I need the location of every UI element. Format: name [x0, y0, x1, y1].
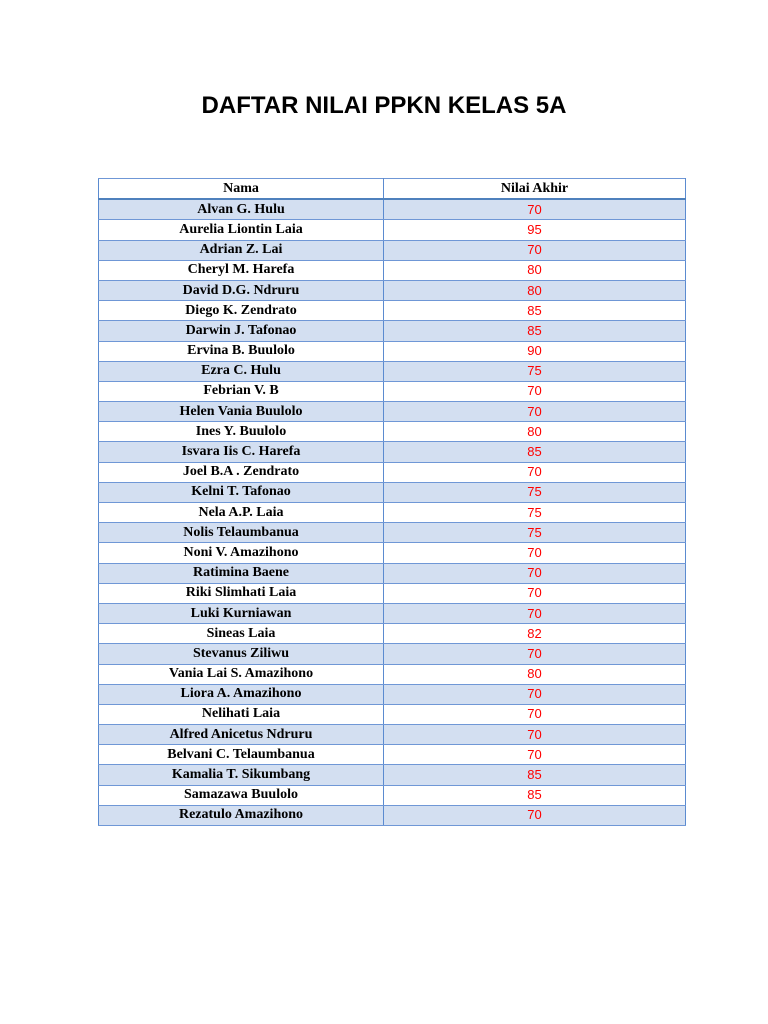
table-row [99, 482, 686, 502]
final-score-cell: 80 [384, 664, 686, 684]
student-name-cell: Kelni T. Tafonao [99, 482, 384, 502]
table-row [99, 422, 686, 442]
final-score-cell: 70 [384, 402, 686, 422]
grades-table [98, 178, 686, 826]
table-row [99, 361, 686, 381]
table-row [99, 644, 686, 664]
student-name-cell: Adrian Z. Lai [99, 240, 384, 260]
final-score-cell: 70 [384, 684, 686, 704]
student-name-cell: Vania Lai S. Amazihono [99, 664, 384, 684]
table-row [99, 442, 686, 462]
student-name-cell: Ezra C. Hulu [99, 361, 384, 381]
final-score-cell: 70 [384, 704, 686, 724]
table-row [99, 603, 686, 623]
student-name-cell: Sineas Laia [99, 624, 384, 644]
final-score-cell: 80 [384, 280, 686, 300]
table-row [99, 785, 686, 805]
table-row [99, 805, 686, 825]
header-row [99, 179, 686, 200]
student-name-cell: Alfred Anicetus Ndruru [99, 725, 384, 745]
table-row [99, 725, 686, 745]
student-name-cell: Samazawa Buulolo [99, 785, 384, 805]
table-row [99, 684, 686, 704]
table-row [99, 704, 686, 724]
final-score-cell: 70 [384, 644, 686, 664]
student-name-cell: Helen Vania Buulolo [99, 402, 384, 422]
student-name-cell: Liora A. Amazihono [99, 684, 384, 704]
final-score-cell: 95 [384, 220, 686, 240]
student-name-cell: Aurelia Liontin Laia [99, 220, 384, 240]
final-score-cell: 70 [384, 583, 686, 603]
table-row [99, 220, 686, 240]
final-score-cell: 75 [384, 361, 686, 381]
table-row [99, 462, 686, 482]
table-row [99, 624, 686, 644]
student-name-cell: Ervina B. Buulolo [99, 341, 384, 361]
student-name-cell: Noni V. Amazihono [99, 543, 384, 563]
table-row [99, 240, 686, 260]
table-row [99, 503, 686, 523]
student-name-cell: Isvara Iis C. Harefa [99, 442, 384, 462]
column-header-score: Nilai Akhir [384, 179, 686, 200]
student-name-cell: David D.G. Ndruru [99, 280, 384, 300]
table-row [99, 402, 686, 422]
table-row [99, 765, 686, 785]
table-row [99, 543, 686, 563]
table-row [99, 745, 686, 765]
student-name-cell: Alvan G. Hulu [99, 199, 384, 220]
final-score-cell: 70 [384, 543, 686, 563]
final-score-cell: 85 [384, 765, 686, 785]
final-score-cell: 75 [384, 523, 686, 543]
student-name-cell: Stevanus Ziliwu [99, 644, 384, 664]
final-score-cell: 80 [384, 422, 686, 442]
final-score-cell: 70 [384, 603, 686, 623]
table-row [99, 381, 686, 401]
final-score-cell: 90 [384, 341, 686, 361]
student-name-cell: Ines Y. Buulolo [99, 422, 384, 442]
student-name-cell: Ratimina Baene [99, 563, 384, 583]
table-row [99, 341, 686, 361]
final-score-cell: 70 [384, 381, 686, 401]
final-score-cell: 75 [384, 503, 686, 523]
final-score-cell: 85 [384, 321, 686, 341]
final-score-cell: 70 [384, 805, 686, 825]
table-row [99, 199, 686, 220]
student-name-cell: Riki Slimhati Laia [99, 583, 384, 603]
student-name-cell: Joel B.A . Zendrato [99, 462, 384, 482]
final-score-cell: 85 [384, 785, 686, 805]
table-header [99, 179, 686, 200]
final-score-cell: 85 [384, 442, 686, 462]
table-body [99, 199, 686, 825]
final-score-cell: 70 [384, 199, 686, 220]
student-name-cell: Diego K. Zendrato [99, 301, 384, 321]
table-row [99, 260, 686, 280]
column-header-name: Nama [99, 179, 384, 200]
student-name-cell: Rezatulo Amazihono [99, 805, 384, 825]
table-row [99, 563, 686, 583]
final-score-cell: 82 [384, 624, 686, 644]
final-score-cell: 70 [384, 462, 686, 482]
student-name-cell: Luki Kurniawan [99, 603, 384, 623]
student-name-cell: Nelihati Laia [99, 704, 384, 724]
final-score-cell: 85 [384, 301, 686, 321]
student-name-cell: Cheryl M. Harefa [99, 260, 384, 280]
student-name-cell: Nolis Telaumbanua [99, 523, 384, 543]
table-row [99, 321, 686, 341]
table-row [99, 583, 686, 603]
student-name-cell: Belvani C. Telaumbanua [99, 745, 384, 765]
student-name-cell: Darwin J. Tafonao [99, 321, 384, 341]
student-name-cell: Nela A.P. Laia [99, 503, 384, 523]
table-row [99, 301, 686, 321]
final-score-cell: 70 [384, 240, 686, 260]
student-name-cell: Febrian V. B [99, 381, 384, 401]
final-score-cell: 75 [384, 482, 686, 502]
table-row [99, 664, 686, 684]
final-score-cell: 70 [384, 745, 686, 765]
page-title: DAFTAR NILAI PPKN KELAS 5A [201, 92, 567, 119]
student-name-cell: Kamalia T. Sikumbang [99, 765, 384, 785]
final-score-cell: 70 [384, 563, 686, 583]
table-row [99, 280, 686, 300]
table-row [99, 523, 686, 543]
final-score-cell: 70 [384, 725, 686, 745]
final-score-cell: 80 [384, 260, 686, 280]
